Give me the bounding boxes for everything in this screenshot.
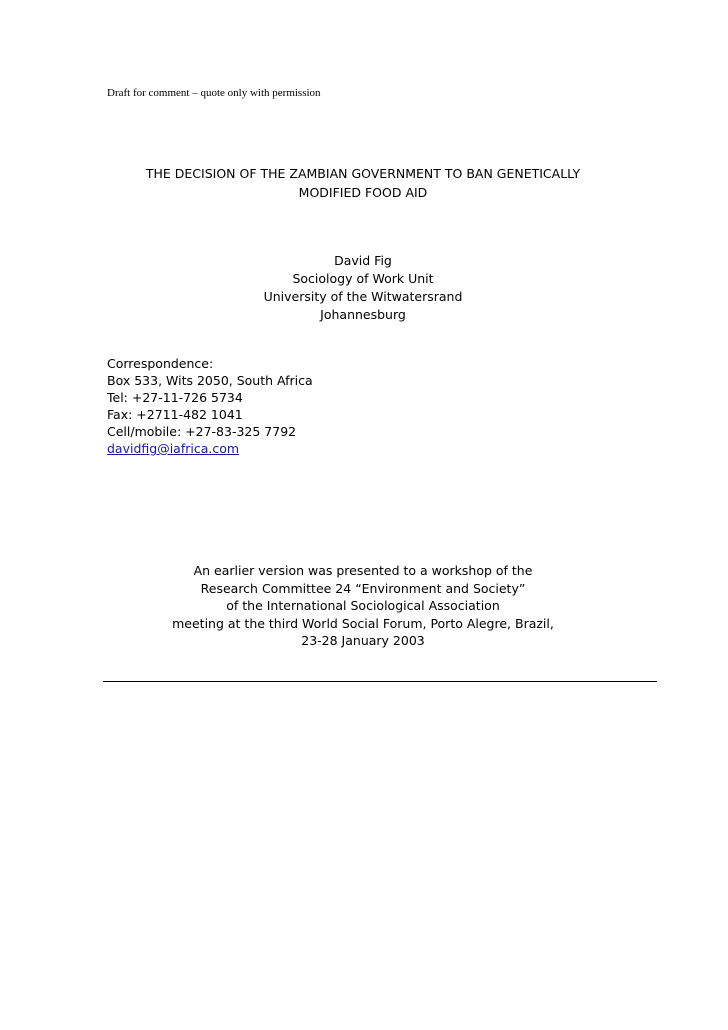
correspondence-address: Box 533, Wits 2050, South Africa (107, 373, 313, 388)
correspondence-block (107, 355, 313, 457)
author-city: Johannesburg (320, 307, 406, 322)
correspondence-heading: Correspondence: (107, 356, 214, 371)
title-line: THE DECISION OF THE ZAMBIAN GOVERNMENT TO BAN GENETICALLY (145, 166, 581, 181)
email-link[interactable]: davidfig@iafrica.com (107, 441, 240, 456)
horizontal-divider (103, 681, 657, 682)
title-line: MODIFIED FOOD AID (298, 185, 428, 200)
presentation-line: meeting at the third World Social Forum, Porto Alegre, Brazil, (172, 615, 554, 631)
presentation-line: 23-28 January 2003 (301, 633, 425, 648)
presentation-note (107, 562, 619, 650)
author-unit: Sociology of Work Unit (292, 271, 434, 286)
correspondence-cell: Cell/mobile: +27-83-325 7792 (107, 424, 297, 439)
presentation-line: of the International Sociological Association (226, 598, 500, 613)
presentation-line: Research Committee 24 “Environment and Society” (200, 580, 526, 596)
author-block (107, 252, 619, 324)
author-university: University of the Witwatersrand (263, 289, 463, 304)
correspondence-fax: Fax: +2711-482 1041 (107, 407, 243, 422)
draft-note: Draft for comment – quote only with permission (107, 87, 321, 99)
document-title (107, 164, 619, 202)
presentation-line: An earlier version was presented to a workshop of the (193, 563, 533, 578)
author-name: David Fig (334, 253, 392, 268)
correspondence-tel: Tel: +27-11-726 5734 (107, 390, 243, 405)
